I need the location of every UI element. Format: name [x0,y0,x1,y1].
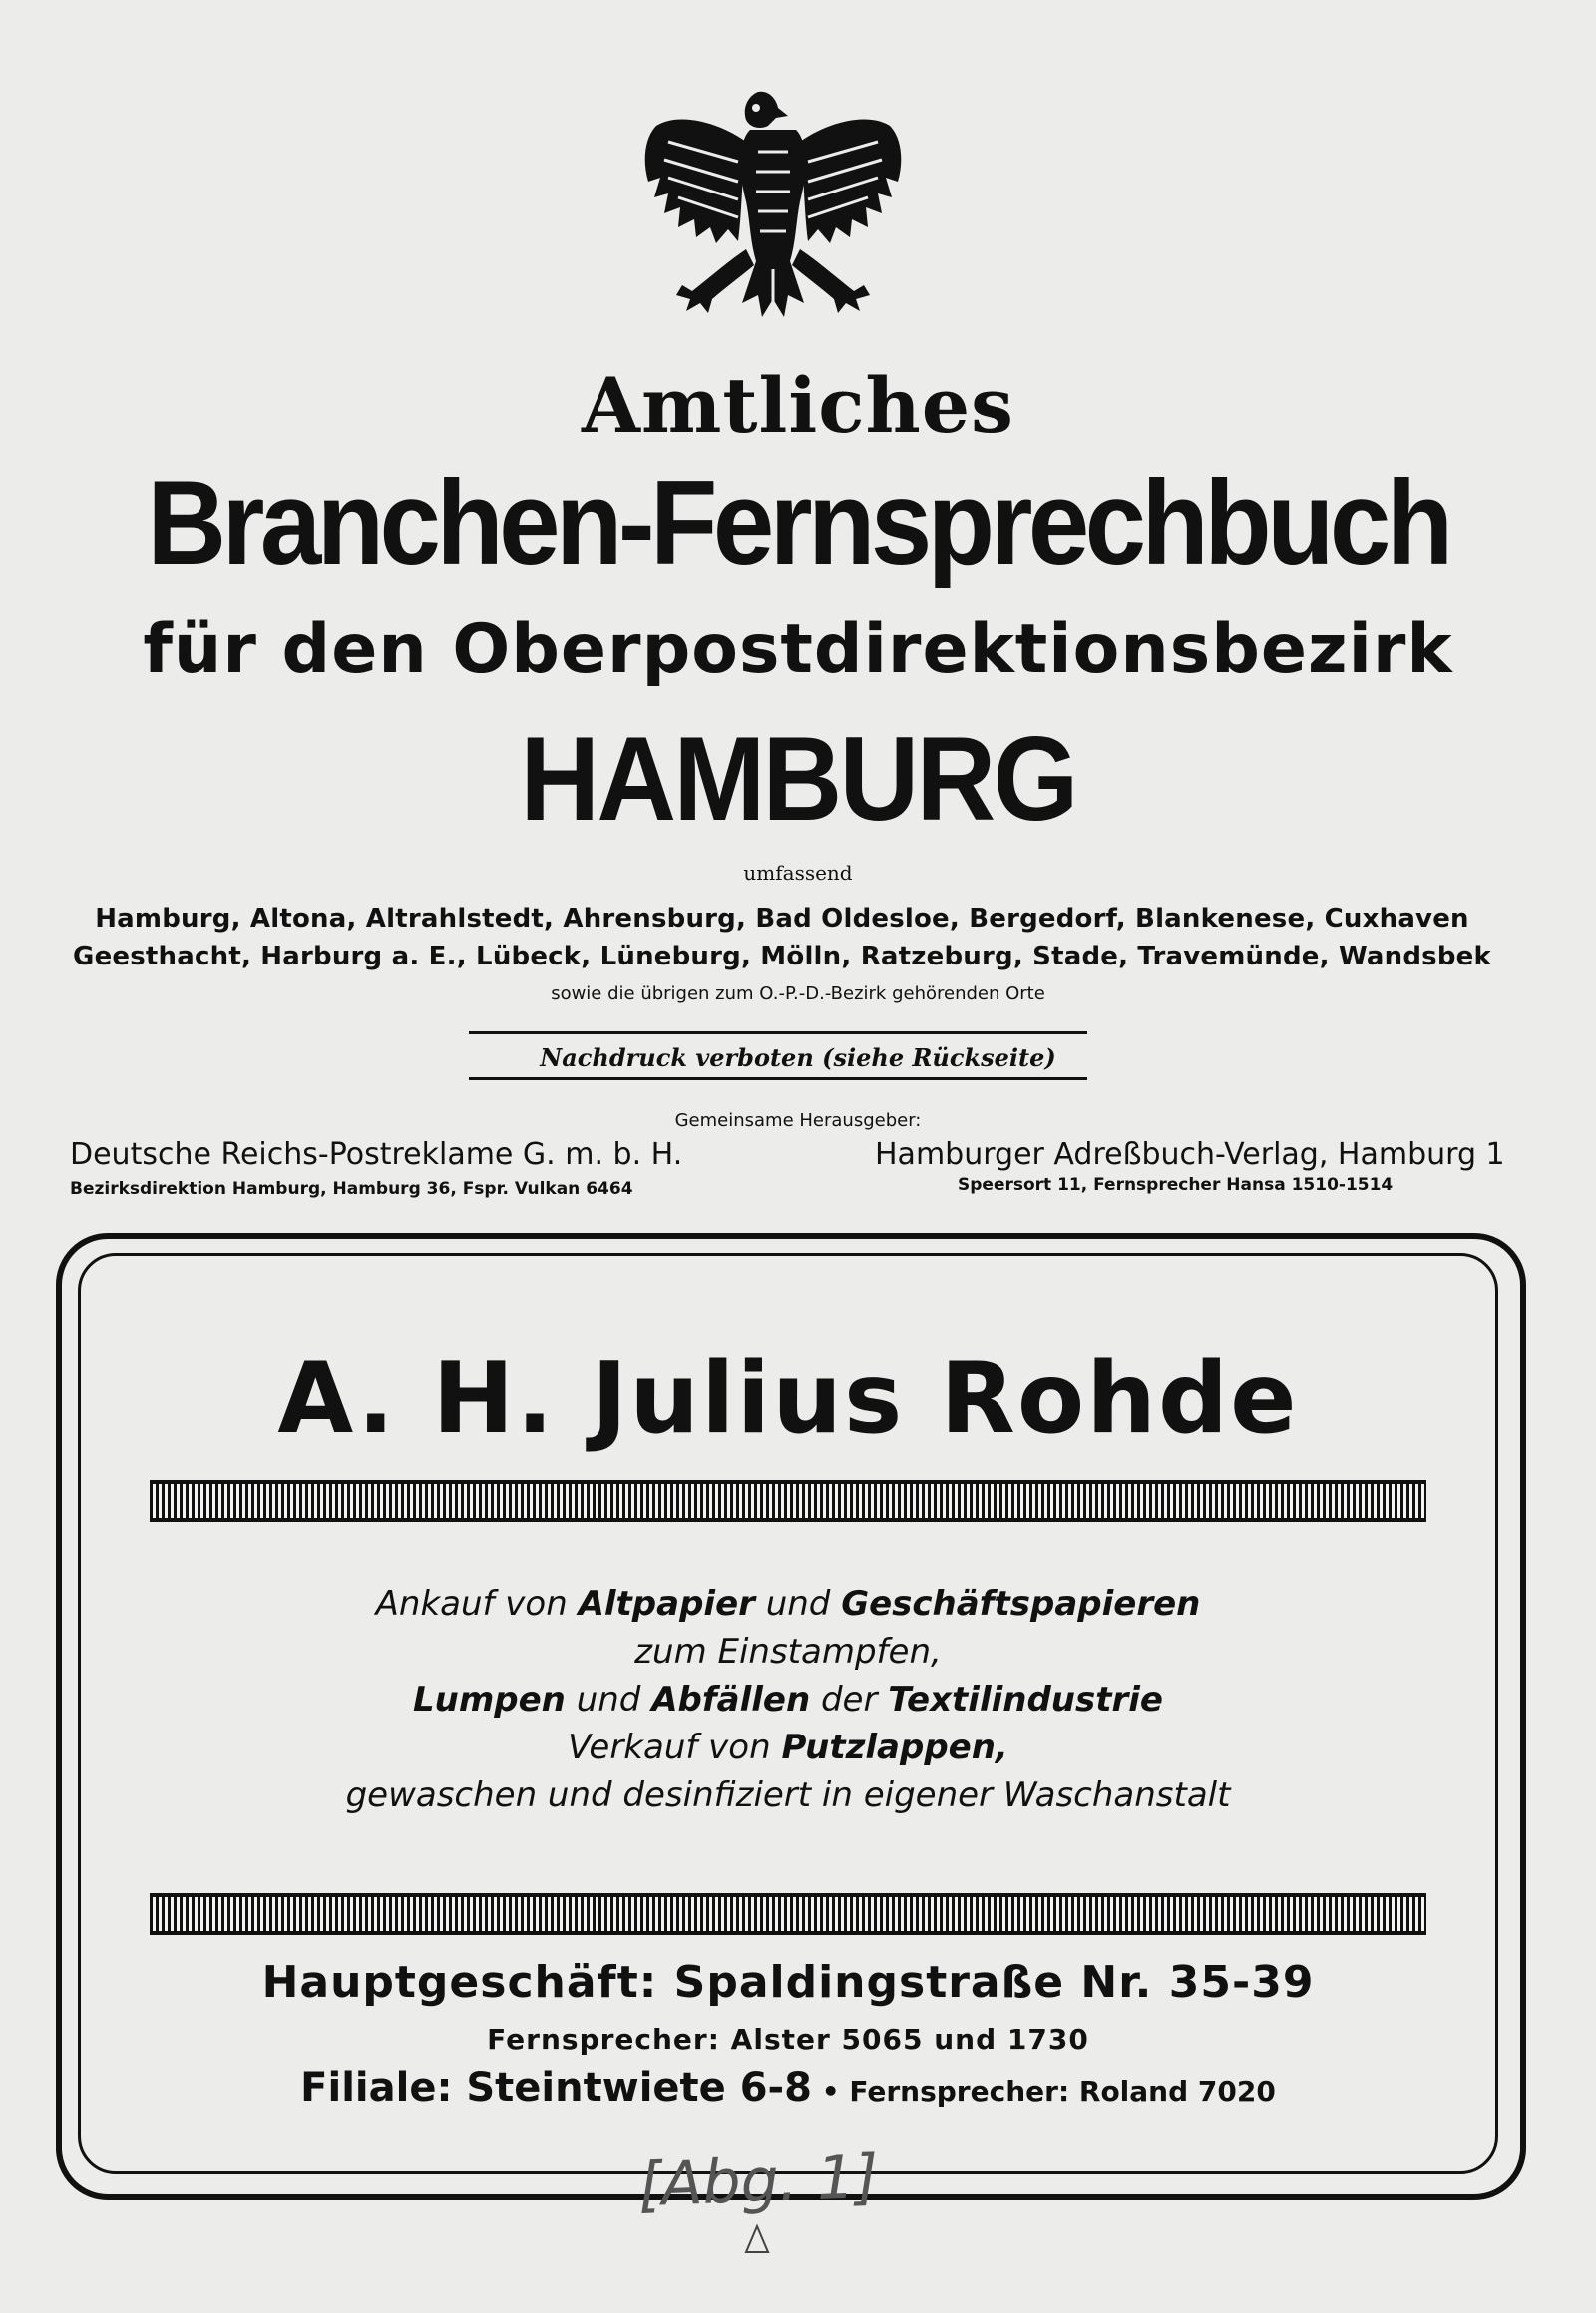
reprint-notice: Nachdruck verboten (siehe Rückseite) [540,1043,1056,1072]
advert-hatch-band-bottom [150,1893,1426,1935]
divider-top [469,1031,1087,1034]
advert-branch-phone: Fernsprecher: Roland 7020 [849,2075,1276,2108]
title-district: für den Oberpostdirektionsbezirk [143,610,1453,689]
publisher-right-address: Speersort 11, Fernsprecher Hansa 1510-1514 [958,1175,1394,1195]
advert-line-5: gewaschen und desinfiziert in eigener Waschanstalt [345,1775,1231,1815]
publisher-right-name: Hamburger Adreßbuch-Verlag, Hamburg 1 [875,1137,1505,1172]
advert-line-1-part-b: Altpapier [578,1584,755,1624]
advert-line-4-part-a: Verkauf von [568,1728,782,1767]
advert-line-1-part-d: Geschäftspapieren [841,1584,1201,1624]
advert-line-3-part-b: und [565,1680,652,1720]
handwritten-annotation: [Abg. 1] [636,2141,880,2221]
title-branchen-fernsprechbuch: Branchen-Fernsprechbuch [147,456,1449,589]
places-line-2: Geesthacht, Harburg a. E., Lübeck, Lüneburg, Mölln, Ratzeburg, Stade, Travemünde, Wandsbek [73,942,1491,971]
advert-main-office: Hauptgeschäft: Spaldingstraße Nr. 35-39 [261,1957,1315,2008]
advert-branch-separator: • [811,2075,850,2108]
eagle-emblem-icon [638,82,908,357]
advert-line-3-part-d: der [810,1680,889,1720]
advert-main-phone: Fernsprecher: Alster 5065 und 1730 [487,2023,1089,2056]
advert-line-3 [120,1680,1456,1720]
title-hamburg: HAMBURG [520,712,1076,846]
other-places-note: sowie die übrigen zum O.-P.-D.-Bezirk gehörenden Orte [551,983,1045,1004]
advert-line-1-part-a: Ankauf von [375,1584,579,1624]
advert-branch: Filiale: Steintwiete 6-8 [300,2065,812,2111]
advert-line-1-part-c: und [754,1584,842,1624]
advert-line-3-part-e: Textilindustrie [888,1680,1163,1720]
umfassend-label: umfassend [743,861,853,885]
publisher-left-address: Bezirksdirektion Hamburg, Hamburg 36, Fspr. Vulkan 6464 [70,1179,633,1199]
advert-line-2: zum Einstampfen, [634,1632,942,1672]
advert-line-4 [120,1728,1456,1767]
publishers-label: Gemeinsame Herausgeber: [674,1110,922,1131]
advert-hatch-band-top [150,1480,1426,1522]
triangle-mark-icon [744,2224,770,2254]
title-amtliches: Amtliches [582,361,1014,450]
places-line-1: Hamburg, Altona, Altrahlstedt, Ahrensburg, Bad Oldesloe, Bergedorf, Blankenese, Cuxhaven [95,904,1469,934]
advert-branch-line [150,2065,1426,2111]
advert-line-4-part-b: Putzlappen, [781,1728,1008,1767]
publisher-left-name: Deutsche Reichs-Postreklame G. m. b. H. [70,1137,683,1172]
advert-line-1 [120,1584,1456,1624]
divider-bottom [469,1077,1087,1080]
advert-line-3-part-c: Abfällen [651,1680,811,1720]
advert-company-name: A. H. Julius Rohde [277,1343,1299,1456]
advert-line-3-part-a: Lumpen [412,1680,566,1720]
